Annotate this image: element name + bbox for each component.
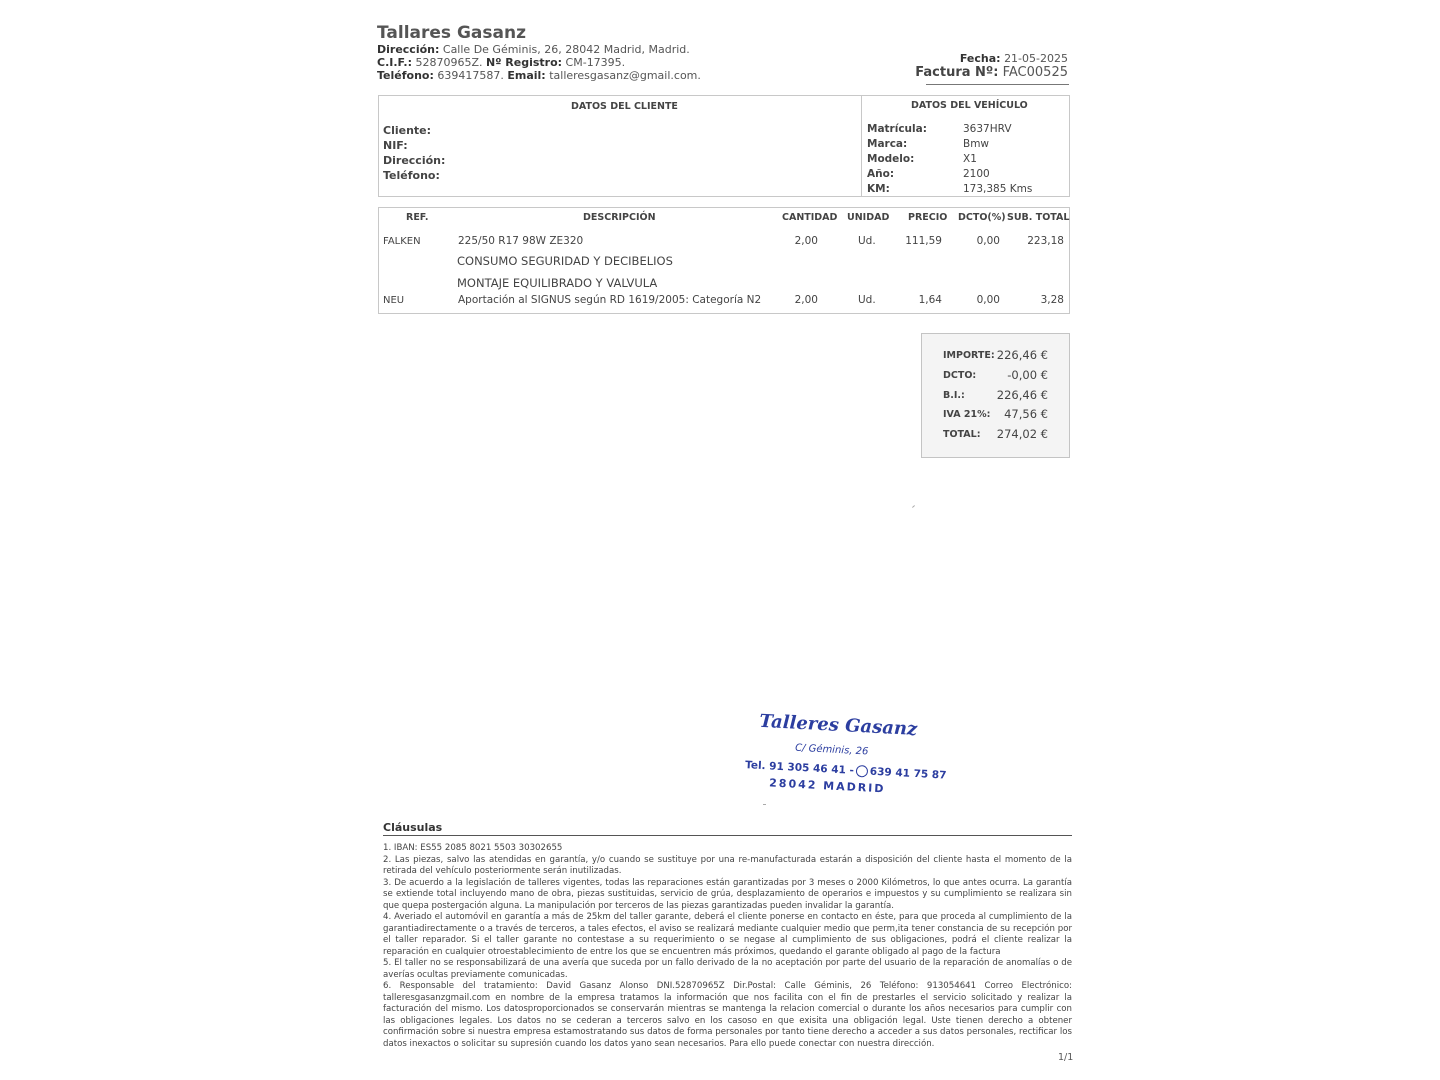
total-label-iva: IVA 21%: [943,409,991,420]
scan-speck [912,505,915,508]
row2-cantidad: 2,00 [794,294,818,306]
row1-cantidad: 2,00 [794,235,818,247]
vehicle-value-modelo: X1 [963,153,977,165]
row1-precio: 111,59 [905,235,942,247]
vehicle-section-title: DATOS DEL VEHÍCULO [911,100,1028,111]
company-contact: Teléfono: 639417587. Email: talleresgasanz@gmail.com. [377,69,701,82]
vehicle-value-ano: 2100 [963,168,990,180]
whatsapp-icon [856,765,869,778]
vehicle-label-km: KM: [867,183,890,195]
total-label-bi: B.I.: [943,390,965,401]
page-number: 1/1 [1058,1052,1074,1063]
clause-5: 5. El taller no se responsabilizará de una avería que suceda por un fallo derivado de la no aceptación por parte del usuario de la reparación de anomalías o de averías ocultas previamente comunicadas. [383,958,1072,980]
clauses-list [383,843,1072,1050]
total-value-iva: 47,56 € [1004,407,1048,421]
total-value-bi: 226,46 € [996,388,1048,402]
client-vehicle-divider [861,96,862,196]
col-header-dcto: DCTO(%) [958,212,1006,223]
clauses-title: Cláusulas [383,821,443,834]
col-header-ref: REF. [406,212,429,223]
vehicle-label-modelo: Modelo: [867,153,915,165]
row1-subtotal: 223,18 [1027,235,1064,247]
total-value-importe: 226,46 € [996,348,1048,362]
vehicle-label-marca: Marca: [867,138,908,150]
row2-ref: NEU [383,295,405,306]
row2-unidad: Ud. [858,294,876,306]
row1-desc: 225/50 R17 98W ZE320 [458,235,584,247]
item-note-1: CONSUMO SEGURIDAD Y DECIBELIOS [457,254,673,268]
header-divider [926,84,1069,85]
vehicle-label-ano: Año: [867,168,895,180]
total-label-importe: IMPORTE: [943,350,995,361]
clause-1: 1. IBAN: ES55 2085 8021 5503 30302655 [383,843,563,853]
company-name: Tallares Gasanz [377,23,526,43]
company-cif-registro: C.I.F.: 52870965Z. Nº Registro: CM-17395. [377,56,626,69]
row2-dcto: 0,00 [976,294,1000,306]
stamp-address: C/ Géminis, 26 [794,742,869,758]
scan-speck [763,804,766,805]
row2-precio: 1,64 [918,294,942,306]
clause-2: 2. Las piezas, salvo las atendidas en garantía, y/o cuando se sustituye por una re-manufacturada estarán a disposición del cliente hasta el momento de la retirada del vehículo posteriormente serán inutilizadas. [383,854,1072,876]
col-header-precio: PRECIO [908,212,948,223]
col-header-unidad: UNIDAD [847,212,890,223]
col-header-descripcion: DESCRIPCIÓN [583,212,656,223]
clauses-divider [383,835,1072,836]
vehicle-value-matricula: 3637HRV [963,123,1012,135]
stamp-name: Talleres Gasanz [758,710,918,741]
row1-dcto: 0,00 [976,235,1000,247]
total-value-dcto: -0,00 € [1007,368,1048,382]
vehicle-value-marca: Bmw [963,138,990,150]
vehicle-value-km: 173,385 Kms [963,183,1033,195]
clause-6: 6. Responsable del tratamiento: David Gasanz Alonso DNI.52870965Z Dir.Postal: Calle Géminis, 26 Teléfono: 913054641 Correo Electrónico: talleresgasanzgmail.com en nombre de la empresa tratamos la información que nos facilita con el fin de prestarles el servicio solicitado y realizar la facturación del mismo. Los datosproporcionados se conservarán mientras se mantenga la relacion comercial o durante los años necesarios para cumplir con las obligaciones legales. Los datos no se cederan a terceros salvo en los casoso en que exisita una obligación legal. Uste tienen derecho a obtener confirmación sobre si nuestra empresa estamostratando sus datos de forma personales por tanto tiene derecho a acceder a sus datos personales, rectificar los datos inexactos o solicitar su supresión cuando los datos yano sean necesarios. Para ello puede conectar con nuestra dirección. [383,981,1072,1049]
client-label-nif: NIF: [383,139,408,152]
clause-4: 4. Averiado el automóvil en garantía a más de 25km del taller garante, deberá el cliente ponerse en contacto en éste, para que proceda al cumplimiento de la garantiadirectamente o a través de terceros, a tales efectos, el aviso se realizará mediante cualquier medio que perm,ita tener constancia de su recepción por el taller reparador. Si el taller garante no contestase a su requerimiento o se negase al cumplimiento de sus obligaciones, podrá el cliente realizar la reparación en cualquier otroestablecimiento de entre los que se encuentren más próximos, quedando el garante obligado al pago de la factura [383,912,1072,957]
clause-3: 3. De acuerdo a la legislación de talleres vigentes, todas las reparaciones están garantizadas por 3 meses o 2000 Kilómetros, lo que antes ocurra. La garantía se extiende total incluyendo mano de obra, piezas sustituidas, servicio de grúa, desplazamiento de operarios e impuestos y su cumplimiento se realizara sin que quepa postergación alguna. La manipulación por terceros de las piezas garantizadas pueden invalidar la garantía. [383,877,1072,911]
stamp-city: 28042 MADRID [768,776,886,796]
invoice-date: Fecha: 21-05-2025 [959,52,1068,65]
row1-unidad: Ud. [858,235,876,247]
client-label-telefono: Teléfono: [383,169,440,182]
company-address: Dirección: Calle De Géminis, 26, 28042 Madrid, Madrid. [377,43,690,56]
col-header-cantidad: CANTIDAD [782,212,838,223]
invoice-number: Factura Nº: FAC00525 [915,65,1068,80]
vehicle-label-matricula: Matrícula: [867,123,927,135]
row1-ref: FALKEN [383,236,421,247]
col-header-subtotal: SUB. TOTAL [1007,212,1070,223]
item-note-2: MONTAJE EQUILIBRADO Y VALVULA [457,276,658,290]
client-section-title: DATOS DEL CLIENTE [571,101,678,112]
stamp-phones: Tel. 91 305 46 41 - 639 41 75 87 [744,759,947,782]
total-label-dcto: DCTO: [943,370,977,381]
row2-subtotal: 3,28 [1040,294,1064,306]
row2-desc: Aportación al SIGNUS según RD 1619/2005: Categoría N2 [458,294,762,306]
client-label-direccion: Dirección: [383,154,446,167]
total-value-total: 274,02 € [996,427,1048,441]
client-label-cliente: Cliente: [383,124,432,137]
total-label-total: TOTAL: [943,429,981,440]
